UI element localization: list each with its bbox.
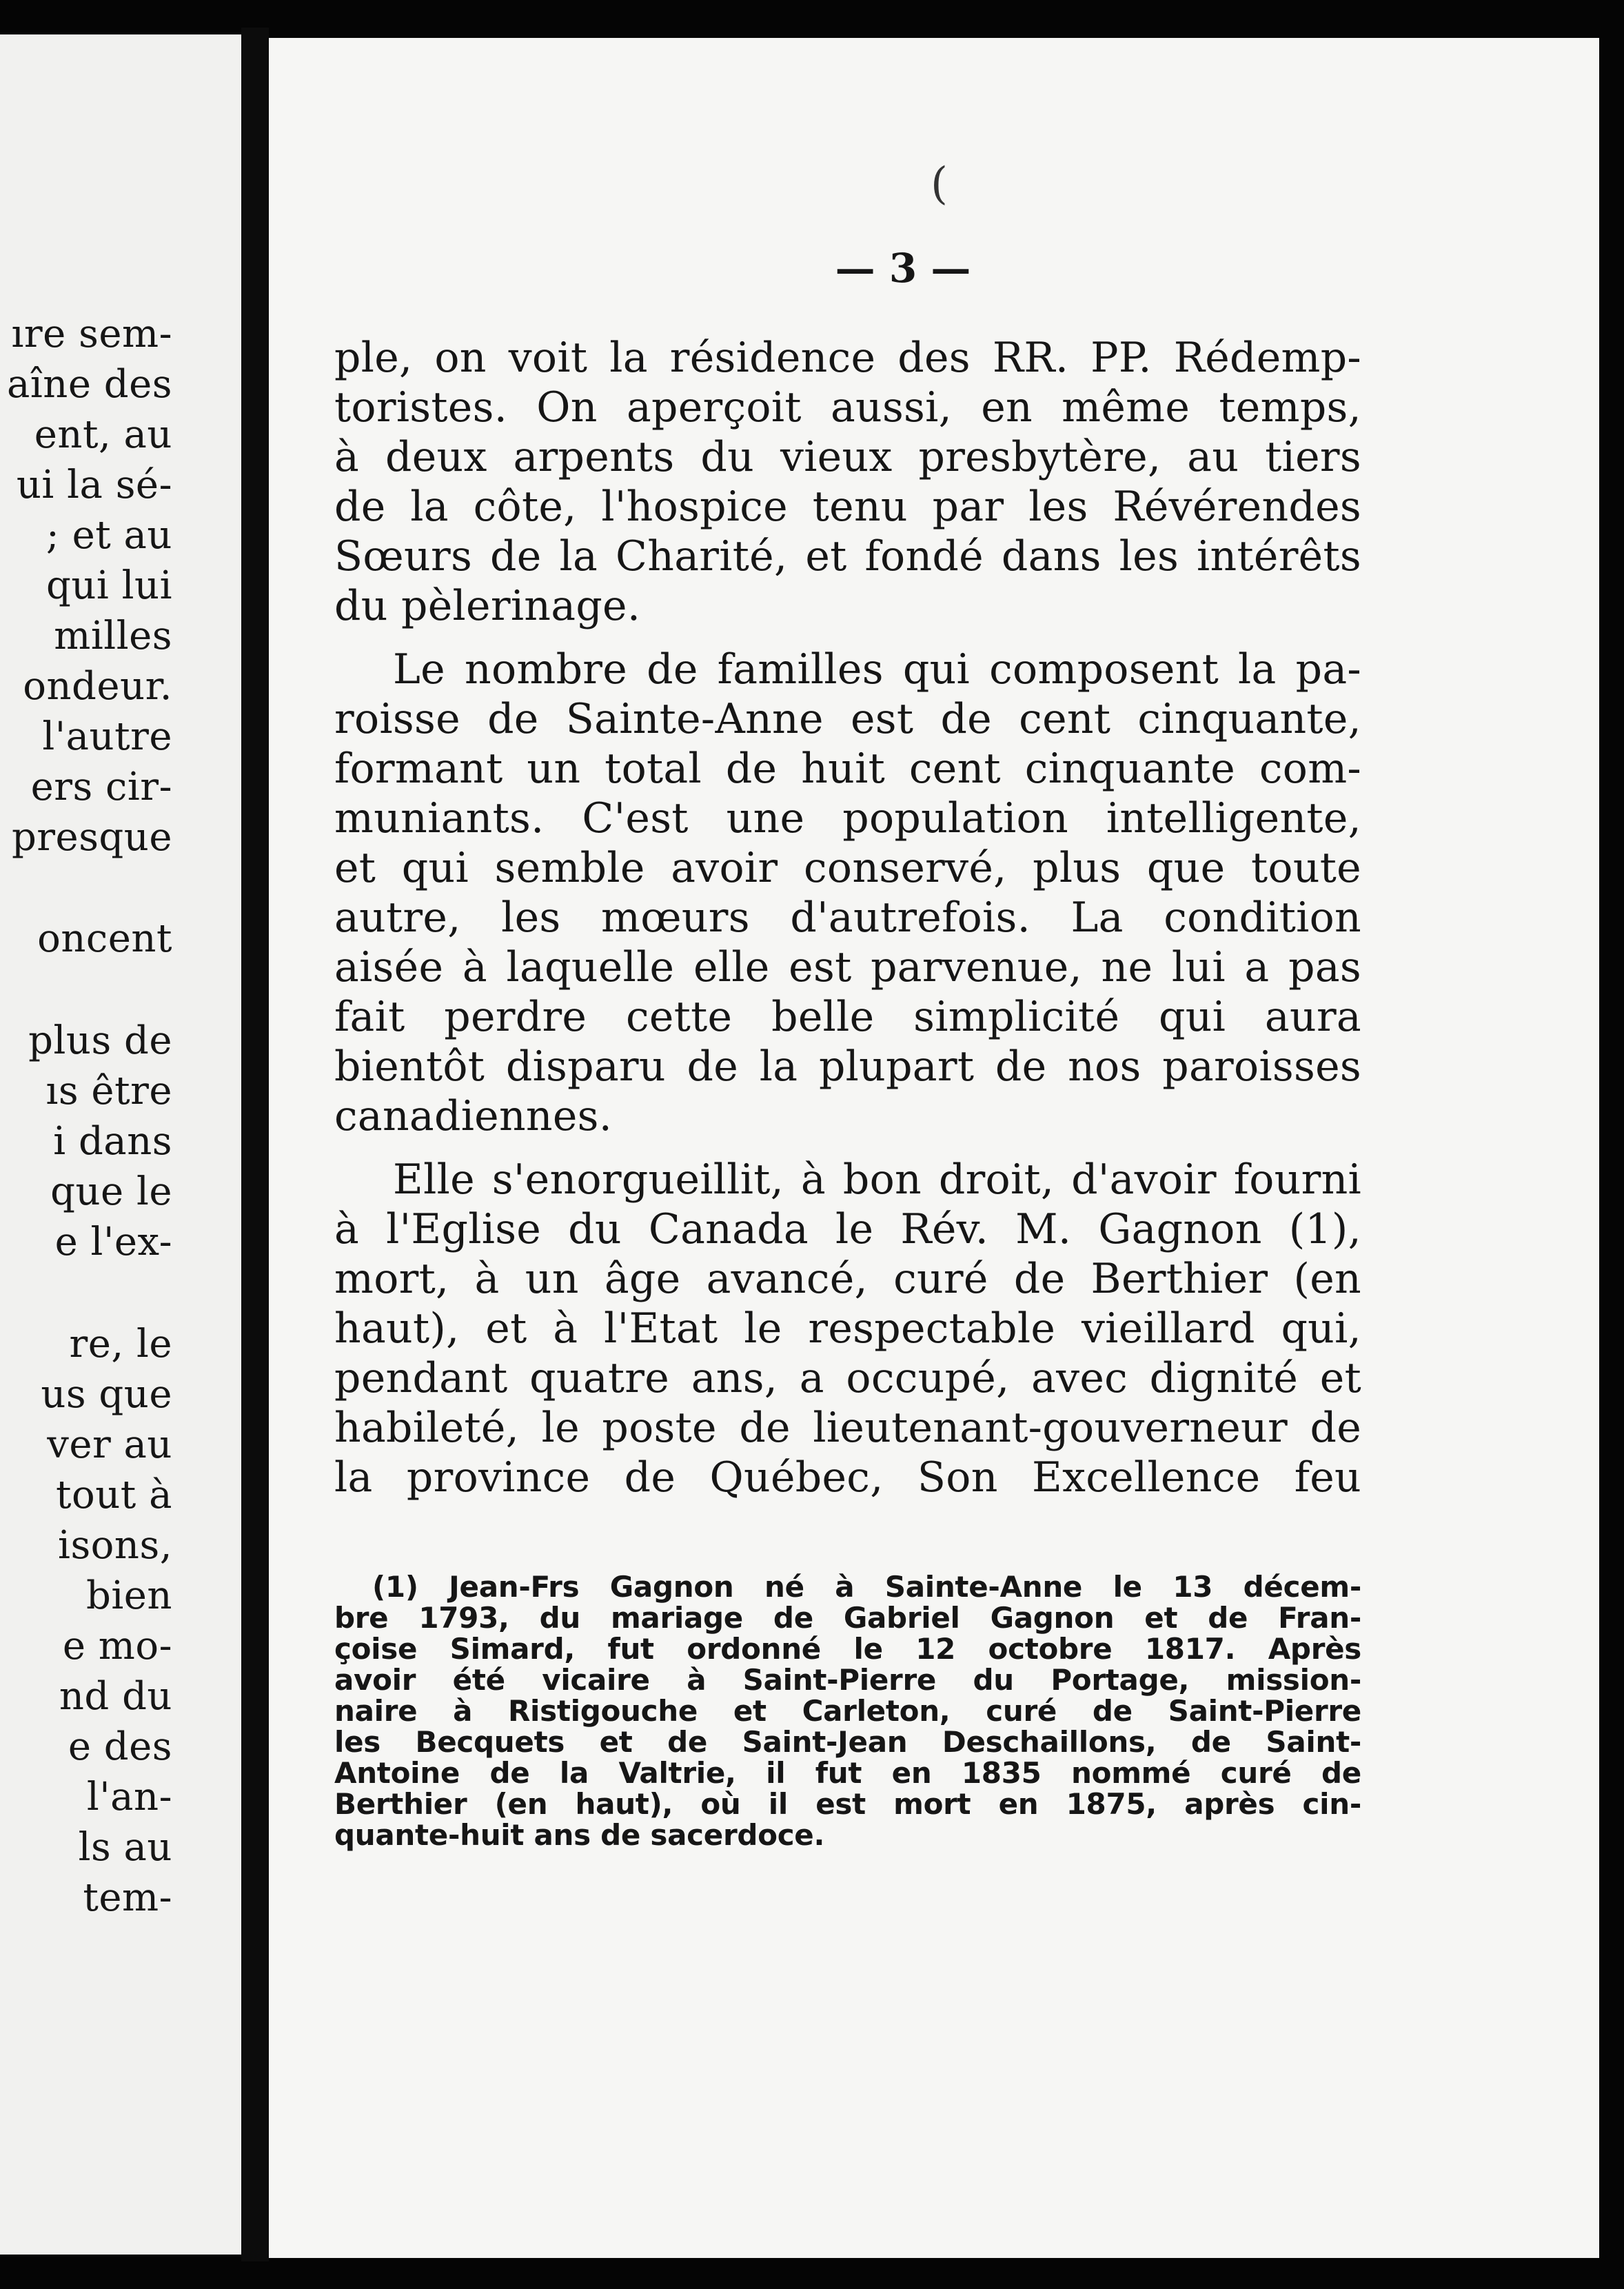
left-page-line: re, le [69, 1322, 172, 1367]
body-line: bientôt disparu de la plupart de nos paroisses [334, 1042, 1361, 1091]
body-line: toristes. On aperçoit aussi, en même temps, [334, 383, 1361, 432]
left-page-line: milles [54, 614, 172, 658]
body-line: mort, à un âge avancé, curé de Berthier (en [334, 1255, 1361, 1303]
left-page-line: ondeur. [23, 664, 172, 709]
body-line: ple, on voit la résidence des RR. PP. Rédemp- [334, 334, 1361, 382]
body-line: aisée à laquelle elle est parvenue, ne lui a pas [334, 943, 1361, 991]
left-page-line: e l'ex- [54, 1220, 172, 1264]
body-line: autre, les mœurs d'autrefois. La condition [334, 894, 1361, 942]
left-page-line: l'autre [42, 714, 172, 759]
left-page-line: i dans [53, 1119, 172, 1164]
body-line: du pèlerinage. [334, 582, 641, 630]
left-page-fragment [0, 34, 241, 2255]
footnote-line: avoir été vicaire à Saint-Pierre du Portage, mission- [334, 1663, 1361, 1697]
body-line: la province de Québec, Son Excellence feu [334, 1453, 1361, 1502]
body-line: à l'Eglise du Canada le Rév. M. Gagnon (1), [334, 1205, 1361, 1253]
body-line: fait perdre cette belle simplicité qui aura [334, 993, 1361, 1041]
left-page-line: nd du [59, 1674, 172, 1719]
left-page-line: ; et au [45, 513, 172, 558]
footnote-line: bre 1793, du mariage de Gabriel Gagnon et de Fran- [334, 1601, 1361, 1635]
body-line: et qui semble avoir conservé, plus que toute [334, 844, 1361, 892]
body-line: Le nombre de familles qui composent la pa- [393, 645, 1361, 694]
left-page-line: ıs être [45, 1069, 172, 1113]
left-page-line: ıre sem- [11, 312, 172, 356]
footnote-line: Berthier (en haut), où il est mort en 1875, après cin- [334, 1787, 1361, 1821]
left-page-line: ls au [78, 1825, 172, 1870]
left-page-line: ver au [47, 1422, 172, 1467]
body-line: formant un total de huit cent cinquante com- [334, 745, 1361, 793]
body-line: roisse de Sainte-Anne est de cent cinquante, [334, 695, 1361, 743]
footnote-line: les Becquets et de Saint-Jean Deschaillons, de Saint- [334, 1725, 1361, 1759]
left-page-line: plus de [28, 1018, 172, 1063]
left-page-line: l'an- [86, 1775, 172, 1819]
book-gutter [241, 28, 269, 2261]
body-line: Sœurs de la Charité, et fondé dans les intérêts [334, 532, 1361, 581]
body-line: pendant quatre ans, a occupé, avec dignité et [334, 1354, 1361, 1402]
left-page-line: presque [11, 815, 172, 860]
left-page-line: que le [50, 1169, 172, 1214]
page-number: — 3 — [835, 245, 971, 292]
body-line: muniants. C'est une population intelligente, [334, 794, 1361, 843]
left-page-line: us que [41, 1372, 172, 1417]
body-line: de la côte, l'hospice tenu par les Révérendes [334, 483, 1361, 531]
left-page-line: qui lui [45, 563, 172, 608]
left-page-line: bien [86, 1573, 172, 1618]
left-page-line: ui la sé- [16, 463, 172, 507]
left-page-line: ers cir- [30, 765, 172, 809]
body-line: habileté, le poste de lieutenant-gouverneur de [334, 1404, 1361, 1452]
footnote-line: (1) Jean-Frs Gagnon né à Sainte-Anne le 13 décem- [372, 1570, 1361, 1604]
left-page-line: aîne des [6, 362, 172, 407]
footnote-line: naire à Ristigouche et Carleton, curé de Saint-Pierre [334, 1694, 1361, 1728]
footnote-line: quante-huit ans de sacerdoce. [334, 1818, 825, 1852]
left-page-line: oncent [37, 916, 172, 961]
footnote-line: çoise Simard, fut ordonné le 12 octobre 1817. Après [334, 1632, 1361, 1666]
left-page-line: e mo- [62, 1624, 172, 1668]
body-line: Elle s'enorgueillit, à bon droit, d'avoir fourni [393, 1156, 1361, 1204]
body-line: canadiennes. [334, 1092, 613, 1140]
footnote-line: Antoine de la Valtrie, il fut en 1835 nommé curé de [334, 1756, 1361, 1790]
left-page-line: isons, [58, 1523, 172, 1568]
left-page-line: tout à [56, 1473, 172, 1517]
page-mark: ( [931, 159, 948, 210]
left-page-line: ent, au [34, 412, 172, 457]
right-page [269, 38, 1599, 2258]
body-line: à deux arpents du vieux presbytère, au tiers [334, 433, 1361, 481]
body-line: haut), et à l'Etat le respectable vieillard qui, [334, 1304, 1361, 1353]
left-page-line: e des [68, 1724, 172, 1769]
left-page-line: tem- [83, 1875, 172, 1920]
